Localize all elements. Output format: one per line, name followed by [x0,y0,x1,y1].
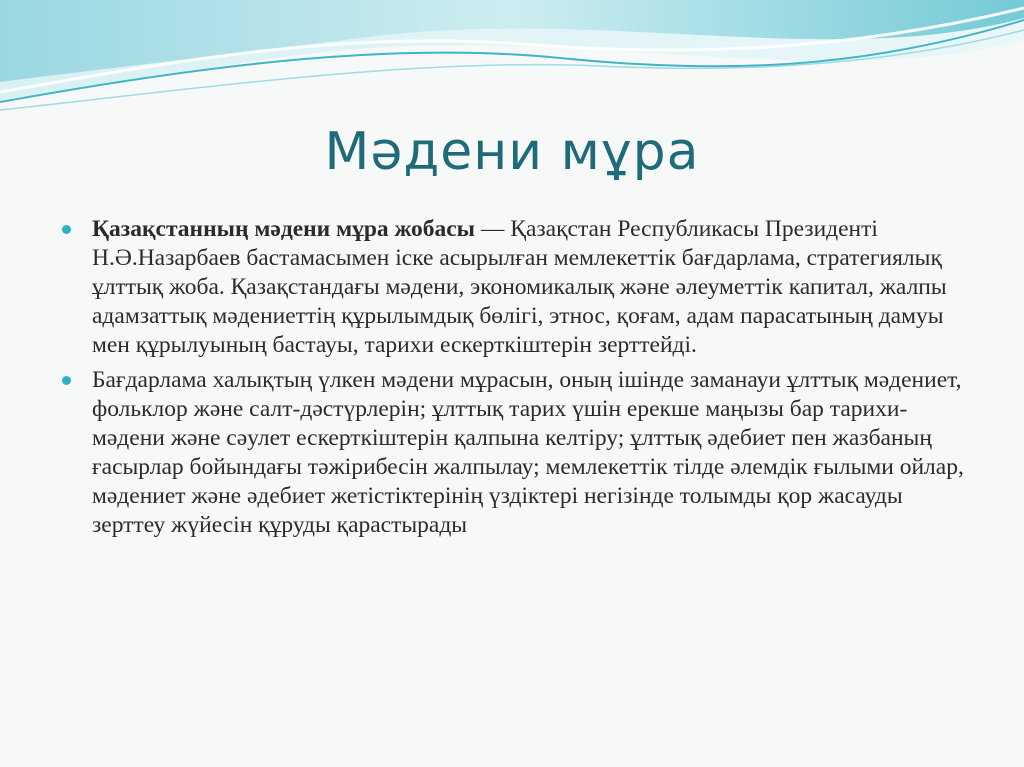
bullet-dot-icon [62,376,71,385]
bullet-item-2 [62,366,972,540]
decorative-wave-header [0,0,1024,140]
slide-title: Мәдени мұра [324,122,700,182]
content-body [62,215,972,546]
bullet-dot-icon [62,225,71,234]
bullet-2-text: Бағдарлама халықтың үлкен мәдени мұрасын, оның ішінде заманауи ұлттық мәдениет, фольклор және салт-дәстүрлерін; ұлттық тарих үшін ерекше маңызы бар тарихи-мәдени және сәулет ескерткіштерін қалпына келтіру; ұлттық әдебиет пен жазбаның ғасырлар бойындағы тәжірибесін жалпылау; мемлекеттік тілде әлемдік ғылыми ойлар, мәдениет және әдебиет жетістіктерінің үздіктері негізінде толымды қор жасауды зерттеу жүйесін құруды қарастырады [92,367,964,538]
bullet-item-1 [62,215,972,360]
bullet-1-bold: Қазақстанның мәдени мұра жобасы [92,216,476,242]
bullet-1-text: — Қазақстан Республикасы Президенті Н.Ә.Назарбаев бастамасымен іске асырылған мемлекеттік бағдарлама, стратегиялық ұлттық жоба. Қазақстандағы мәдени, экономикалық және әлеуметтік капитал, жалпы адамзаттық мәдениеттің құрылымдық бөлігі, этнос, қоғам, адам парасатының дамуы мен құрылуының бастауы, тарихи ескерткіштерін зерттейді. [92,216,947,358]
